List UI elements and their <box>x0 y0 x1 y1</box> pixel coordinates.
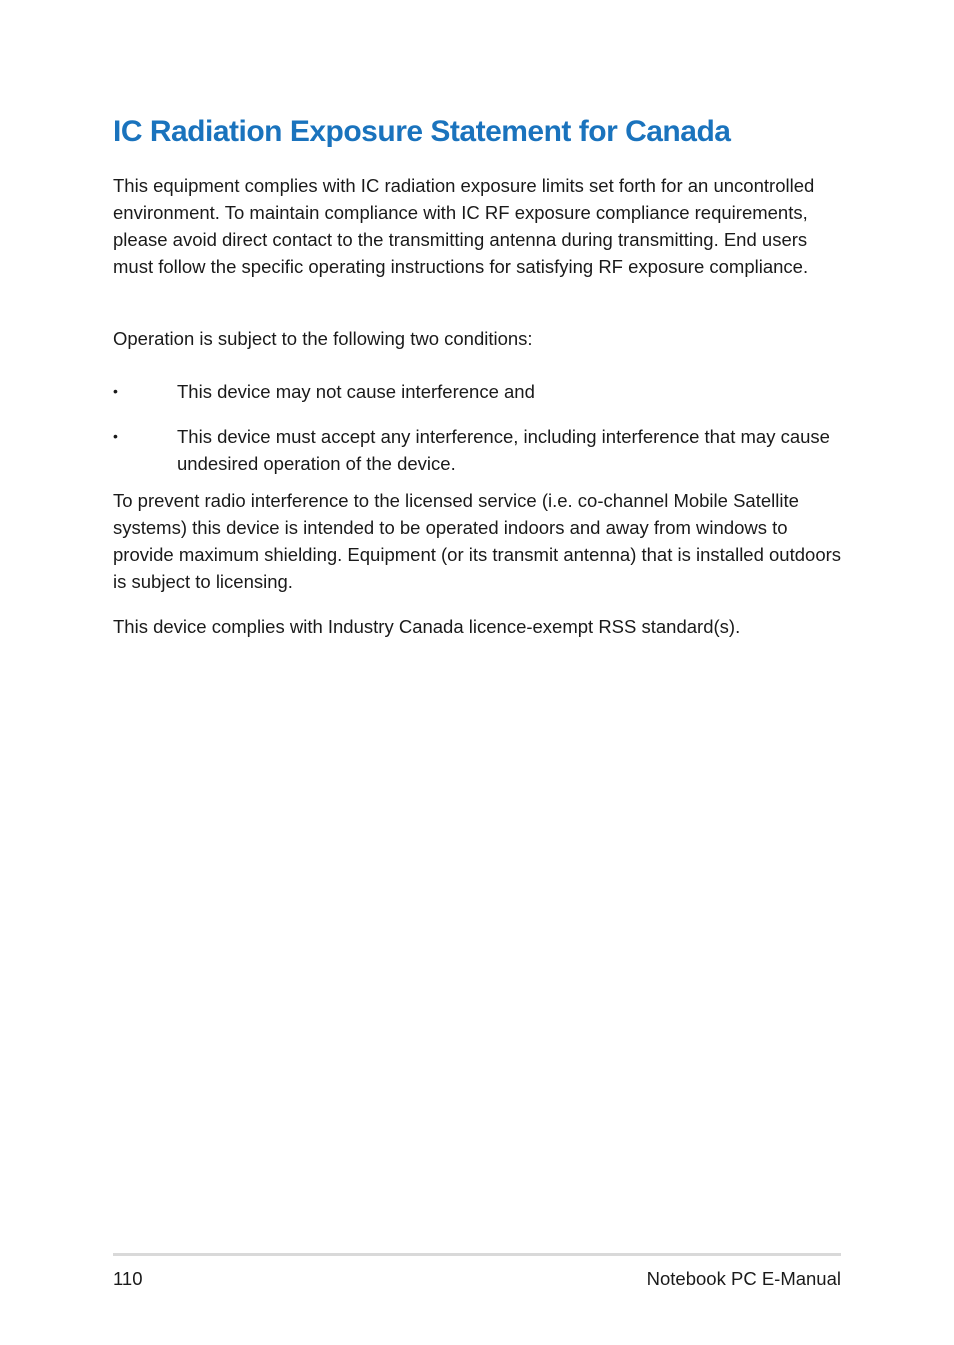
conditions-list <box>113 378 843 495</box>
interference-paragraph: To prevent radio interference to the licensed service (i.e. co-channel Mobile Satellite systems) this device is intended to be operated indoors and away from windows to provide maximum shielding. Equipment (or its transmit antenna) that is installed outdoors is subject to licensing. <box>113 490 842 592</box>
condition-text: This device must accept any interference, including interference that may cause undesired operation of the device. <box>177 426 830 474</box>
rss-statement: This device complies with Industry Canada licence-exempt RSS standard(s). <box>113 616 741 637</box>
page-title: IC Radiation Exposure Statement for Canada <box>113 115 731 148</box>
compliance-paragraph: This equipment complies with IC radiation exposure limits set forth for an uncontrolled environment. To maintain compliance with IC RF exposure compliance requirements, please avoid direct contact to the transmitting antenna during transmitting. End users must follow the specific operating instructions for satisfying RF exposure compliance. <box>113 175 815 277</box>
page-number: 110 <box>113 1268 143 1289</box>
footer-divider <box>113 1253 841 1256</box>
bullet-icon: • <box>113 428 118 444</box>
bullet-icon: • <box>113 383 118 399</box>
conditions-intro: Operation is subject to the following two conditions: <box>113 328 533 349</box>
list-item <box>113 378 843 405</box>
manual-title: Notebook PC E-Manual <box>646 1268 841 1289</box>
condition-text: This device may not cause interference and <box>177 381 535 402</box>
list-item <box>113 423 843 477</box>
